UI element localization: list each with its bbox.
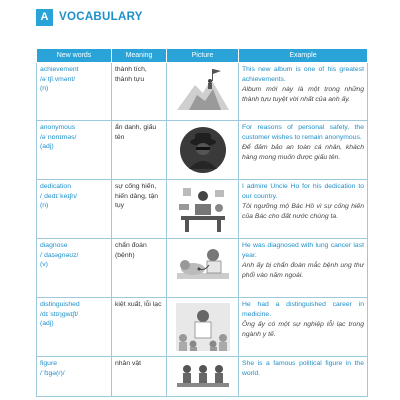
table-row — [37, 239, 368, 298]
part-of-speech: (adj) — [40, 320, 54, 327]
picture-cell — [167, 357, 239, 397]
meaning: thành tích, thành tựu — [112, 63, 167, 121]
pronunciation: /dɪˈstɪŋgwɪʃt/ — [40, 310, 79, 318]
doctor-applause-icon — [175, 302, 231, 352]
busy-office-worker-icon — [175, 184, 231, 234]
word: figure — [40, 360, 58, 367]
table-row — [37, 357, 368, 397]
word: distinguished — [40, 301, 80, 308]
picture-cell — [167, 239, 239, 298]
table-row — [37, 180, 368, 239]
example-cell — [239, 121, 368, 180]
meaning: nhân vật — [112, 357, 167, 397]
anonymous-person-icon — [175, 125, 231, 175]
picture-cell — [167, 180, 239, 239]
meaning: kiệt xuất, lỗi lạc — [112, 298, 167, 357]
example-vi: Để đảm bảo an toàn cá nhân, khách hàng mong muốn được giấu tên. — [242, 144, 364, 161]
part-of-speech: (n) — [40, 202, 49, 209]
pronunciation: /ˈfɪgə(r)/ — [40, 369, 65, 377]
table-row — [37, 121, 368, 180]
doctor-patient-icon — [175, 243, 231, 293]
picture-cell — [167, 63, 239, 121]
pronunciation: /ˈdaɪəgnəʊz/ — [40, 251, 79, 259]
political-figures-icon — [175, 361, 231, 391]
example-en: He was diagnosed with lung cancer last year. — [242, 242, 364, 259]
pronunciation: /əˈnɒnɪməs/ — [40, 133, 77, 141]
word-cell — [37, 180, 112, 239]
example-vi: Anh ấy bị chẩn đoán mắc bệnh ung thư phổi vào năm ngoái. — [242, 262, 364, 279]
section-header — [36, 8, 143, 26]
example-en: For reasons of personal safety, the customer wishes to remain anonymous. — [242, 124, 364, 141]
word: diagnose — [40, 242, 68, 249]
table-header-row — [37, 49, 368, 63]
meaning: ẩn danh, giấu tên — [112, 121, 167, 180]
meaning: chẩn đoán (bệnh) — [112, 239, 167, 298]
example-cell — [239, 180, 368, 239]
word-cell — [37, 121, 112, 180]
word-cell — [37, 357, 112, 397]
part-of-speech: (v) — [40, 261, 48, 268]
example-en: This new album is one of his greatest achievements. — [242, 66, 364, 83]
meaning: sự cống hiến, hiến dâng, tận tụy — [112, 180, 167, 239]
word: anonymous — [40, 124, 76, 131]
word-cell — [37, 239, 112, 298]
mountain-climber-flag-icon — [175, 67, 231, 111]
word-cell — [37, 298, 112, 357]
pronunciation: /əˈtʃiːvmənt/ — [40, 75, 76, 83]
example-cell — [239, 239, 368, 298]
example-cell — [239, 357, 368, 397]
example-vi: Album mới này là một trong những thành tựu tuyệt vời nhất của anh ấy. — [242, 86, 364, 103]
section-title: VOCABULARY — [59, 11, 143, 23]
vocabulary-table — [36, 48, 368, 397]
table-row — [37, 298, 368, 357]
column-header: Example — [239, 49, 368, 63]
example-cell — [239, 298, 368, 357]
example-vi: Ông ấy có một sự nghiệp lỗi lạc trong ngành y tế. — [242, 321, 364, 338]
part-of-speech: (n) — [40, 85, 49, 92]
column-header: New words — [37, 49, 112, 63]
part-of-speech: (adj) — [40, 143, 54, 150]
pronunciation: /ˌdedɪˈkeɪʃn/ — [40, 192, 77, 200]
example-cell — [239, 63, 368, 121]
example-vi: Tôi ngưỡng mộ Bác Hồ vì sự cống hiến của Bác cho đất nước chúng ta. — [242, 203, 364, 220]
example-en: He had a distinguished career in medicine. — [242, 301, 364, 318]
column-header: Picture — [167, 49, 239, 63]
word: dedication — [40, 183, 71, 190]
column-header: Meaning — [112, 49, 167, 63]
picture-cell — [167, 298, 239, 357]
word: achievement — [40, 66, 79, 73]
example-en: She is a famous political figure in the world. — [242, 360, 364, 377]
table-row — [37, 63, 368, 121]
section-badge: A — [36, 9, 53, 26]
picture-cell — [167, 121, 239, 180]
example-en: I admire Uncle Ho for his dedication to our country. — [242, 183, 364, 200]
word-cell — [37, 63, 112, 121]
